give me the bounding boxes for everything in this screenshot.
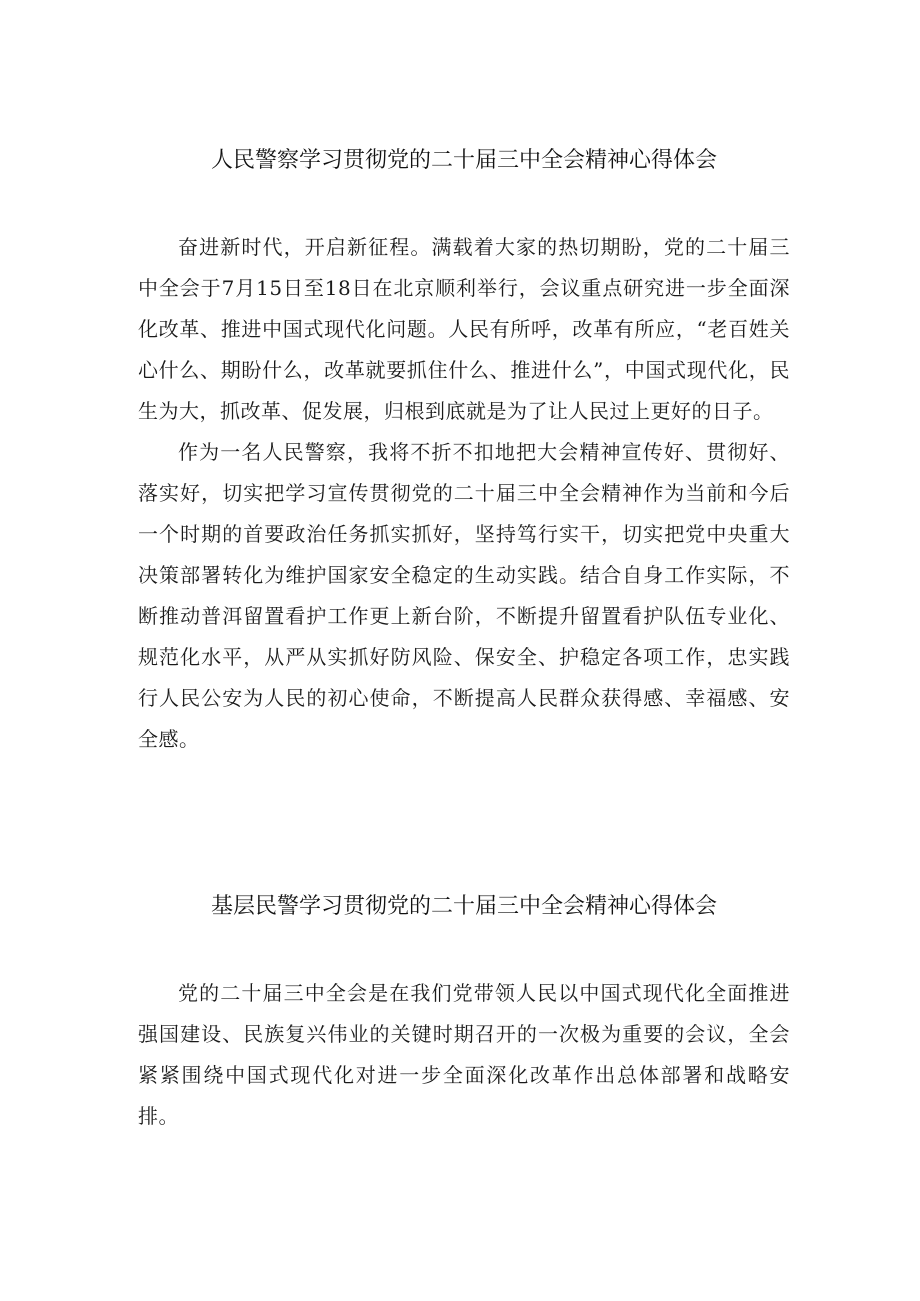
article-1-paragraph-1: 奋进新时代，开启新征程。满载着大家的热切期盼，党的二十届三中全会于7月15日至18日在北京顺利举行，会议重点研究进一步全面深化改革、推进中国式现代化问题。人民有所呼，改革有所应，“老百姓关心什么、期盼什么，改革就要抓住什么、推进什么”，中国式现代化，民生为大，抓改革、促发展，归根到底就是为了让人民过上更好的日子。: [138, 235, 790, 423]
article-title-2: 基层民警学习贯彻党的二十届三中全会精神心得体会: [210, 894, 717, 919]
article-section-1: [138, 143, 790, 760]
article-body-2: [138, 973, 790, 1137]
article-body-1: [138, 227, 790, 760]
article-section-2: [138, 889, 790, 1137]
article-2-paragraph-1: 党的二十届三中全会是在我们党带领人民以中国式现代化全面推进强国建设、民族复兴伟业的关键时期召开的一次极为重要的会议，全会紧紧围绕中国式现代化对进一步全面深化改革作出总体部署和战略安排。: [138, 981, 790, 1128]
article-title-1: 人民警察学习贯彻党的二十届三中全会精神心得体会: [210, 148, 717, 173]
article-1-paragraph-2: 作为一名人民警察，我将不折不扣地把大会精神宣传好、贯彻好、落实好，切实把学习宣传贯彻党的二十届三中全会精神作为当前和今后一个时期的首要政治任务抓实抓好，坚持笃行实干，切实把党中央重大决策部署转化为维护国家安全稳定的生动实践。结合自身工作实际，不断推动普洱留置看护工作更上新台阶，不断提升留置看护队伍专业化、规范化水平，从严从实抓好防风险、保安全、护稳定各项工作，忠实践行人民公安为人民的初心使命，不断提高人民群众获得感、幸福感、安全感。: [138, 440, 790, 751]
